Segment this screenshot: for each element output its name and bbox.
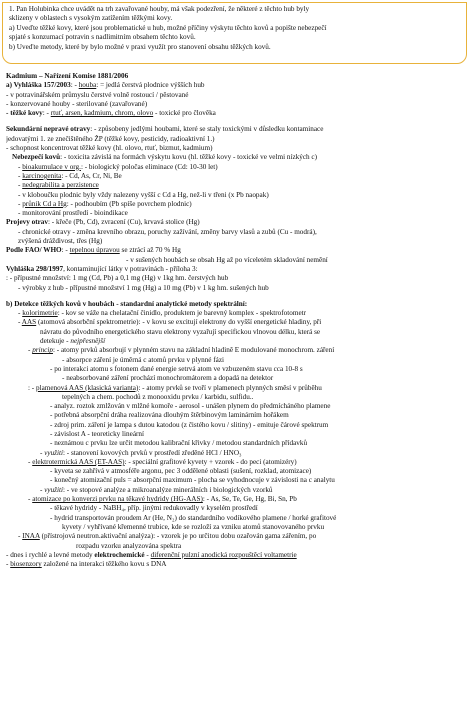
separator: : - [70,81,79,90]
text-line: - po interakci atomu s fotonem dané energie setrvá atom ve vzbuzeném stavu cca 10-8 s [50,364,303,373]
term-text: : - podhoubím (Pb spíše povrchem plodnic) [66,199,192,208]
text-line: - hydrid transportován proudem Ar (He, N₂) do standardního vodíkového plamene / horké grafitové [50,513,337,522]
term-text: (přístrojová neutron.aktivační analýza): - vzorek je po určitou dobu ozařován gama zářením, po [39,532,317,541]
term: bioakumulace v org. [22,162,81,171]
term-text: : - As, Se, Te, Ge, Hg, Bi, Sn, Pb [202,495,297,504]
metal-danger-line [6,153,466,162]
heavy-metals-tail: - toxické pro člověka [153,109,216,118]
list-item: - atomizace po konverzi prvku na těkavé hydridy (HG-AAS): - As, Se, Te, Ge, Hg, Bi, Sn, Pb [28,495,297,504]
text-span: detekuje - [40,337,71,346]
heavy-metals-line [6,109,466,118]
list-item: - nedegrabilita a perzistence [18,181,99,190]
answer-content [6,72,466,569]
text-line: kyvety / vyhřívané křemenné trubice, kde se rozloží za vzniku atomů stanovovaného prvku [62,522,325,531]
text-line: zvýšená dráždivost, třes (Hg) [18,237,103,246]
poisoning-symptoms-text: : - křeče (Pb, Cd), zvracení (Cu), krvavá stolice (Hg) [47,218,200,227]
bold-term: elektrochemické [94,550,145,559]
text-line: : - přípustné množství: 1 mg (Cd, Pb) a 0,1 mg (Hg) v 1kg hm. čerstvých hub [6,274,229,283]
term-text: : - atomy prvků absorbují v plynném stavu na základní hladině E modulované monochrom. záření [52,346,335,355]
emphasis: nejpřesnější [70,337,106,346]
list-item: - využití: - stanovení kovových prvků v prostředí zředěné HCl / HNO₃ [40,448,242,457]
text-line [6,337,466,346]
term: nedegrabilita a perzistence [22,181,99,190]
poisoning-symptoms-line [6,218,466,227]
text-line: - v sušených houbách se obsah Hg až po víceletém skladování nemění [126,255,328,264]
term: průnik Cd a Hg [22,199,67,208]
text-line: - výrobky z hub - přípustné množství 1 mg (Hg) a 10 mg (Pb) v 1 kg hm. sušených hub [18,283,269,292]
term: princip [32,346,53,355]
secondary-poisoning-label: Sekundární nepravé otravy [6,125,91,134]
secondary-poisoning-text: : - způsobeny jedlými houbami, které se staly toxickými v důsledku kontaminace [90,125,324,134]
heavy-metals-list: rtuť, arsen, kadmium, chrom, olovo [50,109,154,118]
text-line: - neabsorbované záření prochází monochromátorem a dopadá na detektor [62,374,274,383]
term-text: se ztrácí až 70 % Hg [119,246,181,255]
text-line: - monitorování prostředí - bioindikace [18,209,128,218]
text-line: - těkavé hydridy - NaBH₄, příp. jinými redukovadly v kyselém prostředí [50,504,258,513]
houba-definition: : = jedlá čerstvá plodnice výšších hub [96,81,205,90]
term: atomizace po konverzi prvku na těkavé hydridy (HG-AAS) [32,495,203,504]
section-b-heading: b) Detekce těžkých kovů v houbách - standardní analytické metody spektrální: [6,299,248,308]
term-text: založené na interakci těžkého kovu s DNA [41,560,167,569]
question-line: b) Uveďte metody, které by bylo možné v praxi využít pro stanovení obsahu těžkých kovů. [9,42,271,51]
text-line: - konzervované houby - sterilované (zavařované) [6,99,148,108]
metal-danger-text: : - toxicita závislá na formách výskytu kovu (hl. těžké kovy - toxické ve velmi nízkých c) [60,153,317,162]
question-line: spjaté s konzumací potravin s nadlimitním obsahem těchto kovů. [9,33,196,42]
term: plamenová AAS (klasická varianta) [35,383,139,392]
separator: - [144,550,151,559]
fao-who-line [6,246,466,255]
term-text: : - stanovení kovových prvků v prostředí zředěné HCl / HNO₃ [62,448,242,457]
term: INAA [22,532,40,541]
term: kolorimetrie [22,309,58,318]
question-line: sklizeny v oblastech s vysokým zatížením těžkými kovy. [9,14,173,23]
list-item: - karcinogenita: - Cd, As, Cr, Ni, Be [18,171,122,180]
term-text: (atomová absorbční spektrometrie): - v kovu se excitují elektrony do vyšší energetické hladiny, při [36,318,322,327]
list-item: - využití: - ve stopové analýze a mikroanalýze minerálních i biologických vzorků [40,485,273,494]
text-line: - potřebná absorpční dráha realizována dlouhým štěrbinovým laminárním hořákem [50,411,289,420]
text-line: - v kloboučku plodnic byly vždy nalezeny vyšší c Cd a Hg, než-li v třeni (x Pb naopak) [18,190,269,199]
heavy-metals-label: - těžké kovy [6,109,43,118]
text-line: - závislost A - teoreticky lineární [50,429,145,438]
text-line: jedovatými 1. ze znečištěného ŽP (těžké kovy, pesticidy, radioaktivní 1.) [6,134,215,143]
secondary-poisoning-line [6,125,466,134]
text-line: - chronické otravy - změna krevního obrazu, poruchy zažívání, změny barvy vlasů a zubů (Cu - modrá), [18,227,317,236]
list-item: : - plamenová AAS (klasická varianta): - atomy prvků se tvoří v plamenech plynných směsí v průběhu [28,383,322,392]
separator: : - [42,109,51,118]
text-line: - zdroj prim. záření je lampa s dutou katodou (z čistého kovu / slitiny) - emituje čárové spektrum [50,420,329,429]
term-text: : - Cd, As, Cr, Ni, Be [61,171,122,180]
houba-term: houba [78,81,97,90]
term: biosenzory [10,560,42,569]
text-line: - schopnost koncentrovat těžké kovy (hl. olovo, rtuť, bizmut, kadmium) [6,144,213,153]
vyhlaska-157-label: a) Vyhláška 157/2003 [6,81,71,90]
term-text: : - biologický poločas eliminace (Cd: 10-30 let) [80,162,218,171]
metal-danger-label: Nebezpečí kovů [12,153,61,162]
vyhlaska-298-label: Vyhláška 298/1997 [6,264,64,273]
term: využití [44,448,63,457]
section-heading: Kadmium – Nařízení Komise 1881/2006 [6,72,129,80]
list-item: - bioakumulace v org.: - biologický poločas eliminace (Cd: 10-30 let) [18,162,218,171]
text-line: návratu do původního energetického stavu elektrony vyzařují specifickou vlnovou délku, která se [40,327,321,336]
list-item: - průnik Cd a Hg: - podhoubím (Pb spíše povrchem plodnic) [18,199,192,208]
list-item: - kolorimetrie: - kov se váže na chelatační činidlo, produktem je barevný komplex - spektrofotometr [18,309,307,318]
question-line: 1. Pan Holubinka chce uvádět na trh zavařované houby, má však podezření, že některé z těchto hub byly [9,5,310,13]
term-text: : - speciální grafitové kyvety + vzorek - do peci (atomizéry) [124,457,297,466]
term-text: : - ve stopové analýze a mikroanalýze minerálních i biologických vzorků [62,485,273,494]
list-item: - INAA (přístrojová neutron.aktivační analýza): - vzorek je po určitou dobu ozařován gama zářením, po [18,532,317,541]
term: elektrotermická AAS (ET-AAS) [32,457,125,466]
separator: : - [61,246,70,255]
list-item: - elektrotermická AAS (ET-AAS): - speciální grafitové kyvety + vzorek - do peci (atomizéry) [28,457,297,466]
term-text: : - atomy prvků se tvoří v plamenech plynných směsí v průběhu [138,383,322,392]
text-line: tepelných a chem. pochodů z monooxidu prvku / karbidu, sulfidu.. [62,392,254,401]
question-box [2,2,467,64]
term: karcinogenita [22,171,62,180]
vyhlaska-298-line [6,265,466,274]
term: diferenční pulzní anodická rozpouštěcí voltametrie [150,550,297,559]
term: tepelnou úpravou [69,246,120,255]
list-item: - AAS (atomová absorbční spektrometrie): - v kovu se excitují elektrony do vyšší energetické hladiny, při [18,318,322,327]
poisoning-symptoms-label: Projevy otrav [6,218,48,227]
list-item: - princip: - atomy prvků absorbují v plynném stavu na základní hladině E modulované monochrom. záření [28,346,335,355]
text-line: - konečný atomizační puls = absorpční maximum - plocha se vyhodnocuje v závislosti na c analytu [50,476,335,485]
text-line: - analyz. roztok zmlžován v mlžné komoře - aerosol - unášen plynem do předmícháného plamene [50,402,331,411]
text-line: - kyveta se zahřívá v atmosféře argonu, pec 3 oddělené oblasti (sušení, rozklad, atomizace) [50,467,312,476]
vyhlaska-298-text: , kontaminující látky v potravinách - příloha 3: [63,264,198,273]
term: AAS [21,318,37,327]
question-line: a) Uveďte těžké kovy, které jsou problematické u hub, možné příčiny výskytu těchto kovů a popište nebezpečí [9,23,327,32]
vyhlaska-157-line [6,81,466,90]
electrochem-line [6,551,466,560]
text-span: - dnes i rychlé a levné metody [6,550,95,559]
text-line: - neznámou c prvku lze určit metodou kalibrační křivky / metodou standardních přídavků [50,439,308,448]
fao-who-label: Podle FAO/ WHO [6,246,62,255]
term: využití [44,485,63,494]
term-text: : - kov se váže na chelatační činidlo, produktem je barevný komplex - spektrofotometr [57,309,307,318]
text-line: - v potravinářském průmyslu čerstvé volně rostoucí / pěstované [6,90,189,99]
list-item: - biosenzory založené na interakci těžkého kovu s DNA [6,560,167,569]
text-line: rozpadu vzorku analyzována spektra [76,541,182,550]
text-line: - absorpce záření je úměrná c atomů prvku v plynné fázi [62,355,225,364]
